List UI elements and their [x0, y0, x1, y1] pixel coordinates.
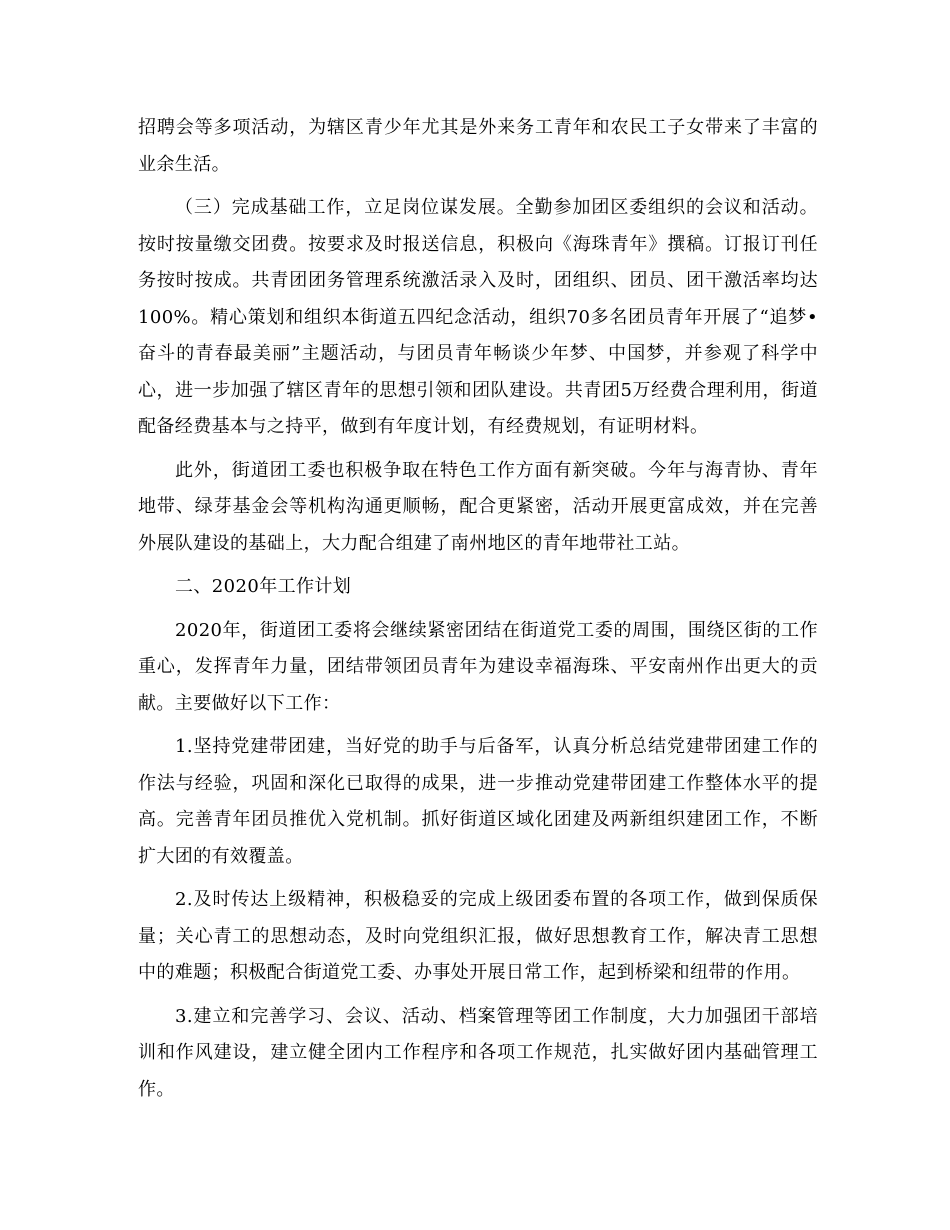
paragraph-section-three: （三）完成基础工作，立足岗位谋发展。全勤参加团区委组织的会议和活动。按时按量缴交团费。按要求及时报送信息，积极向《海珠青年》撰稿。订报订刊任务按时按成。共青团团务管理系统激活录入及时，团组织、团员、团干激活率均达100%。精心策划和组织本街道五四纪念活动，组织70多名团员青年开展了“追梦•奋斗的青春最美丽”主题活动，与团员青年畅谈少年梦、中国梦，并参观了科学中心，进一步加强了辖区青年的思想引领和团队建设。共青团5万经费合理利用，街道配备经费基本与之持平，做到有年度计划，有经费规划，有证明材料。: [138, 197, 818, 437]
document-body: [138, 110, 818, 1115]
paragraph-2020-intro: 2020年，街道团工委将会继续紧密团结在街道党工委的周围，围绕区街的工作重心，发挥青年力量，团结带领团员青年为建设幸福海珠、平安南州作出更大的贡献。主要做好以下工作：: [138, 619, 818, 714]
plan-item-2: 2.及时传达上级精神，积极稳妥的完成上级团委布置的各项工作，做到保质保量；关心青工的思想动态，及时向党组织汇报，做好思想教育工作，解决青工思想中的难题；积极配合街道党工委、办事处开展日常工作，起到桥梁和纽带的作用。: [138, 889, 818, 983]
plan-item-1: 1.坚持党建带团建，当好党的助手与后备军，认真分析总结党建带团建工作的作法与经验，巩固和深化已取得的成果，进一步推动党建带团建工作整体水平的提高。完善青年团员推优入党机制。抓好街道区域化团建及两新组织建团工作，不断扩大团的有效覆盖。: [138, 736, 818, 867]
plan-item-3: 3.建立和完善学习、会议、活动、档案管理等团工作制度，大力加强团干部培训和作风建设，建立健全团内工作程序和各项工作规范，扎实做好团内基础管理工作。: [138, 1005, 818, 1100]
section-heading-2020-plan: 二、2020年工作计划: [175, 576, 352, 597]
paragraph-continuation: 招聘会等多项活动，为辖区青少年尤其是外来务工青年和农民工子女带来了丰富的业余生活。: [138, 117, 818, 175]
paragraph-special-work: 此外，街道团工委也积极争取在特色工作方面有新突破。今年与海青协、青年地带、绿芽基金会等机构沟通更顺畅，配合更紧密，活动开展更富成效，并在完善外展队建设的基础上，大力配合组建了南州地区的青年地带社工站。: [138, 459, 818, 554]
